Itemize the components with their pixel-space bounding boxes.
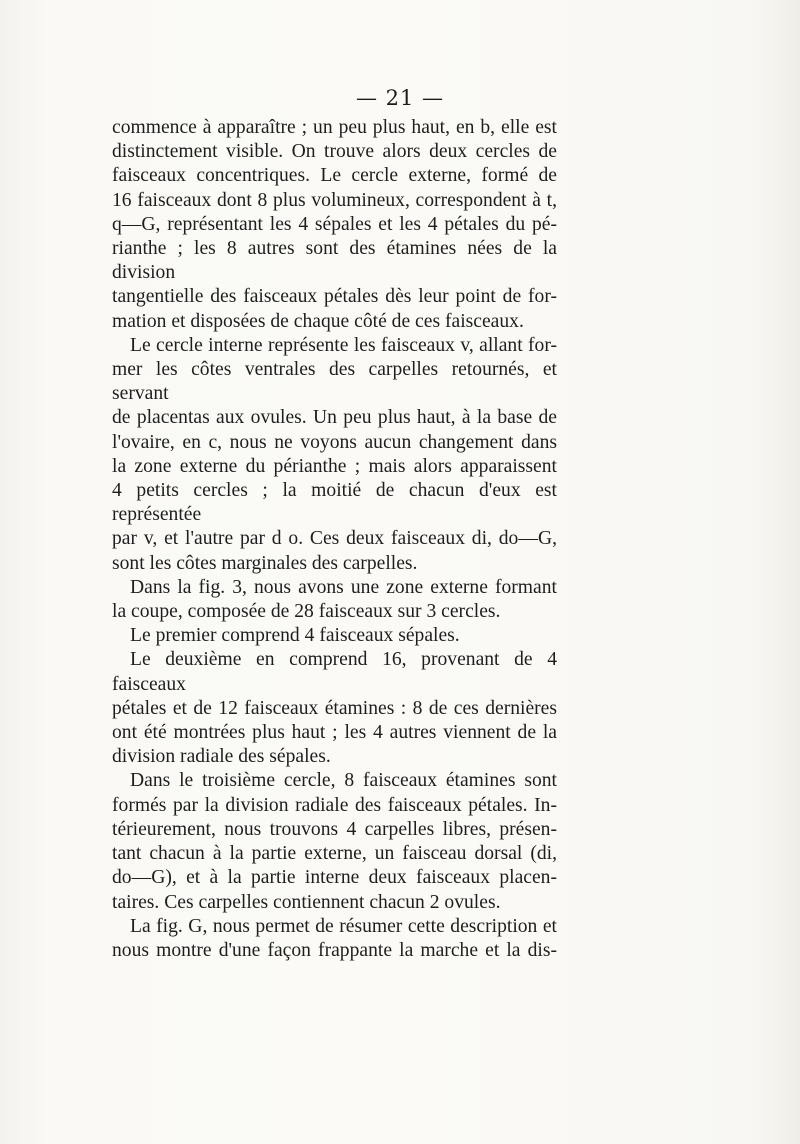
text-line: par v, et l'autre par d o. Ces deux faisceaux di, do—G,: [112, 528, 557, 550]
text-line: mer les côtes ventrales des carpelles retournés, et servant: [112, 359, 557, 405]
paragraph-1: [112, 116, 557, 334]
paragraph-5: [112, 648, 557, 769]
text-line: 16 faisceaux dont 8 plus volumineux, correspondent à t,: [112, 189, 557, 211]
paragraph-7: [112, 915, 557, 963]
text-line: La fig. G, nous permet de résumer cette description et: [130, 915, 557, 937]
text-line: Dans le troisième cercle, 8 faisceaux étamines sont: [130, 770, 557, 792]
paragraph-3: [112, 576, 557, 624]
text-line: distinctement visible. On trouve alors deux cercles de: [112, 141, 557, 163]
text-line: nous montre d'une façon frappante la marche et la dis-: [112, 939, 557, 961]
text-line: la coupe, composée de 28 faisceaux sur 3 cercles.: [112, 601, 501, 623]
text-line: ont été montrées plus haut ; les 4 autres viennent de la: [112, 722, 557, 744]
text-line: de placentas aux ovules. Un peu plus haut, à la base de: [112, 407, 557, 429]
paragraph-2: [112, 334, 557, 576]
text-line: formés par la division radiale des faisceaux pétales. In-: [112, 794, 557, 816]
text-line: Le cercle interne représente les faisceaux v, allant for-: [130, 334, 557, 356]
text-line: commence à apparaître ; un peu plus haut, en b, elle est: [112, 117, 557, 138]
text-line: 4 petits cercles ; la moitié de chacun d'eux est représentée: [112, 480, 557, 526]
text-line: faisceaux concentriques. Le cercle externe, formé de: [112, 165, 557, 187]
page-number: — 21 —: [355, 86, 445, 110]
text-line: térieurement, nous trouvons 4 carpelles libres, présen-: [112, 818, 557, 840]
text-line: Dans la fig. 3, nous avons une zone externe formant: [130, 576, 557, 598]
body-text: [112, 116, 557, 963]
text-line: rianthe ; les 8 autres sont des étamines nées de la division: [112, 238, 557, 284]
text-line: pétales et de 12 faisceaux étamines : 8 de ces dernières: [112, 697, 557, 719]
paragraph-6: [112, 769, 557, 914]
text-line: do—G), et à la partie interne deux faisceaux placen-: [112, 867, 557, 889]
text-line: l'ovaire, en c, nous ne voyons aucun changement dans: [112, 431, 557, 453]
text-line: la zone externe du périanthe ; mais alors apparaissent: [112, 455, 557, 477]
paragraph-4: [112, 624, 557, 648]
text-line: taires. Ces carpelles contiennent chacun 2 ovules.: [112, 891, 501, 913]
text-line: Le deuxième en comprend 16, provenant de 4 faisceaux: [112, 649, 557, 695]
text-line: tangentielle des faisceaux pétales dès leur point de for-: [112, 286, 557, 308]
text-line: mation et disposées de chaque côté de ces faisceaux.: [112, 310, 524, 332]
text-line: Le premier comprend 4 faisceaux sépales.: [130, 625, 460, 647]
text-line: division radiale des sépales.: [112, 746, 331, 768]
text-line: sont les côtes marginales des carpelles.: [112, 552, 418, 574]
text-line: q—G, représentant les 4 sépales et les 4 pétales du pé-: [112, 213, 557, 235]
text-line: tant chacun à la partie externe, un faisceau dorsal (di,: [112, 843, 557, 865]
